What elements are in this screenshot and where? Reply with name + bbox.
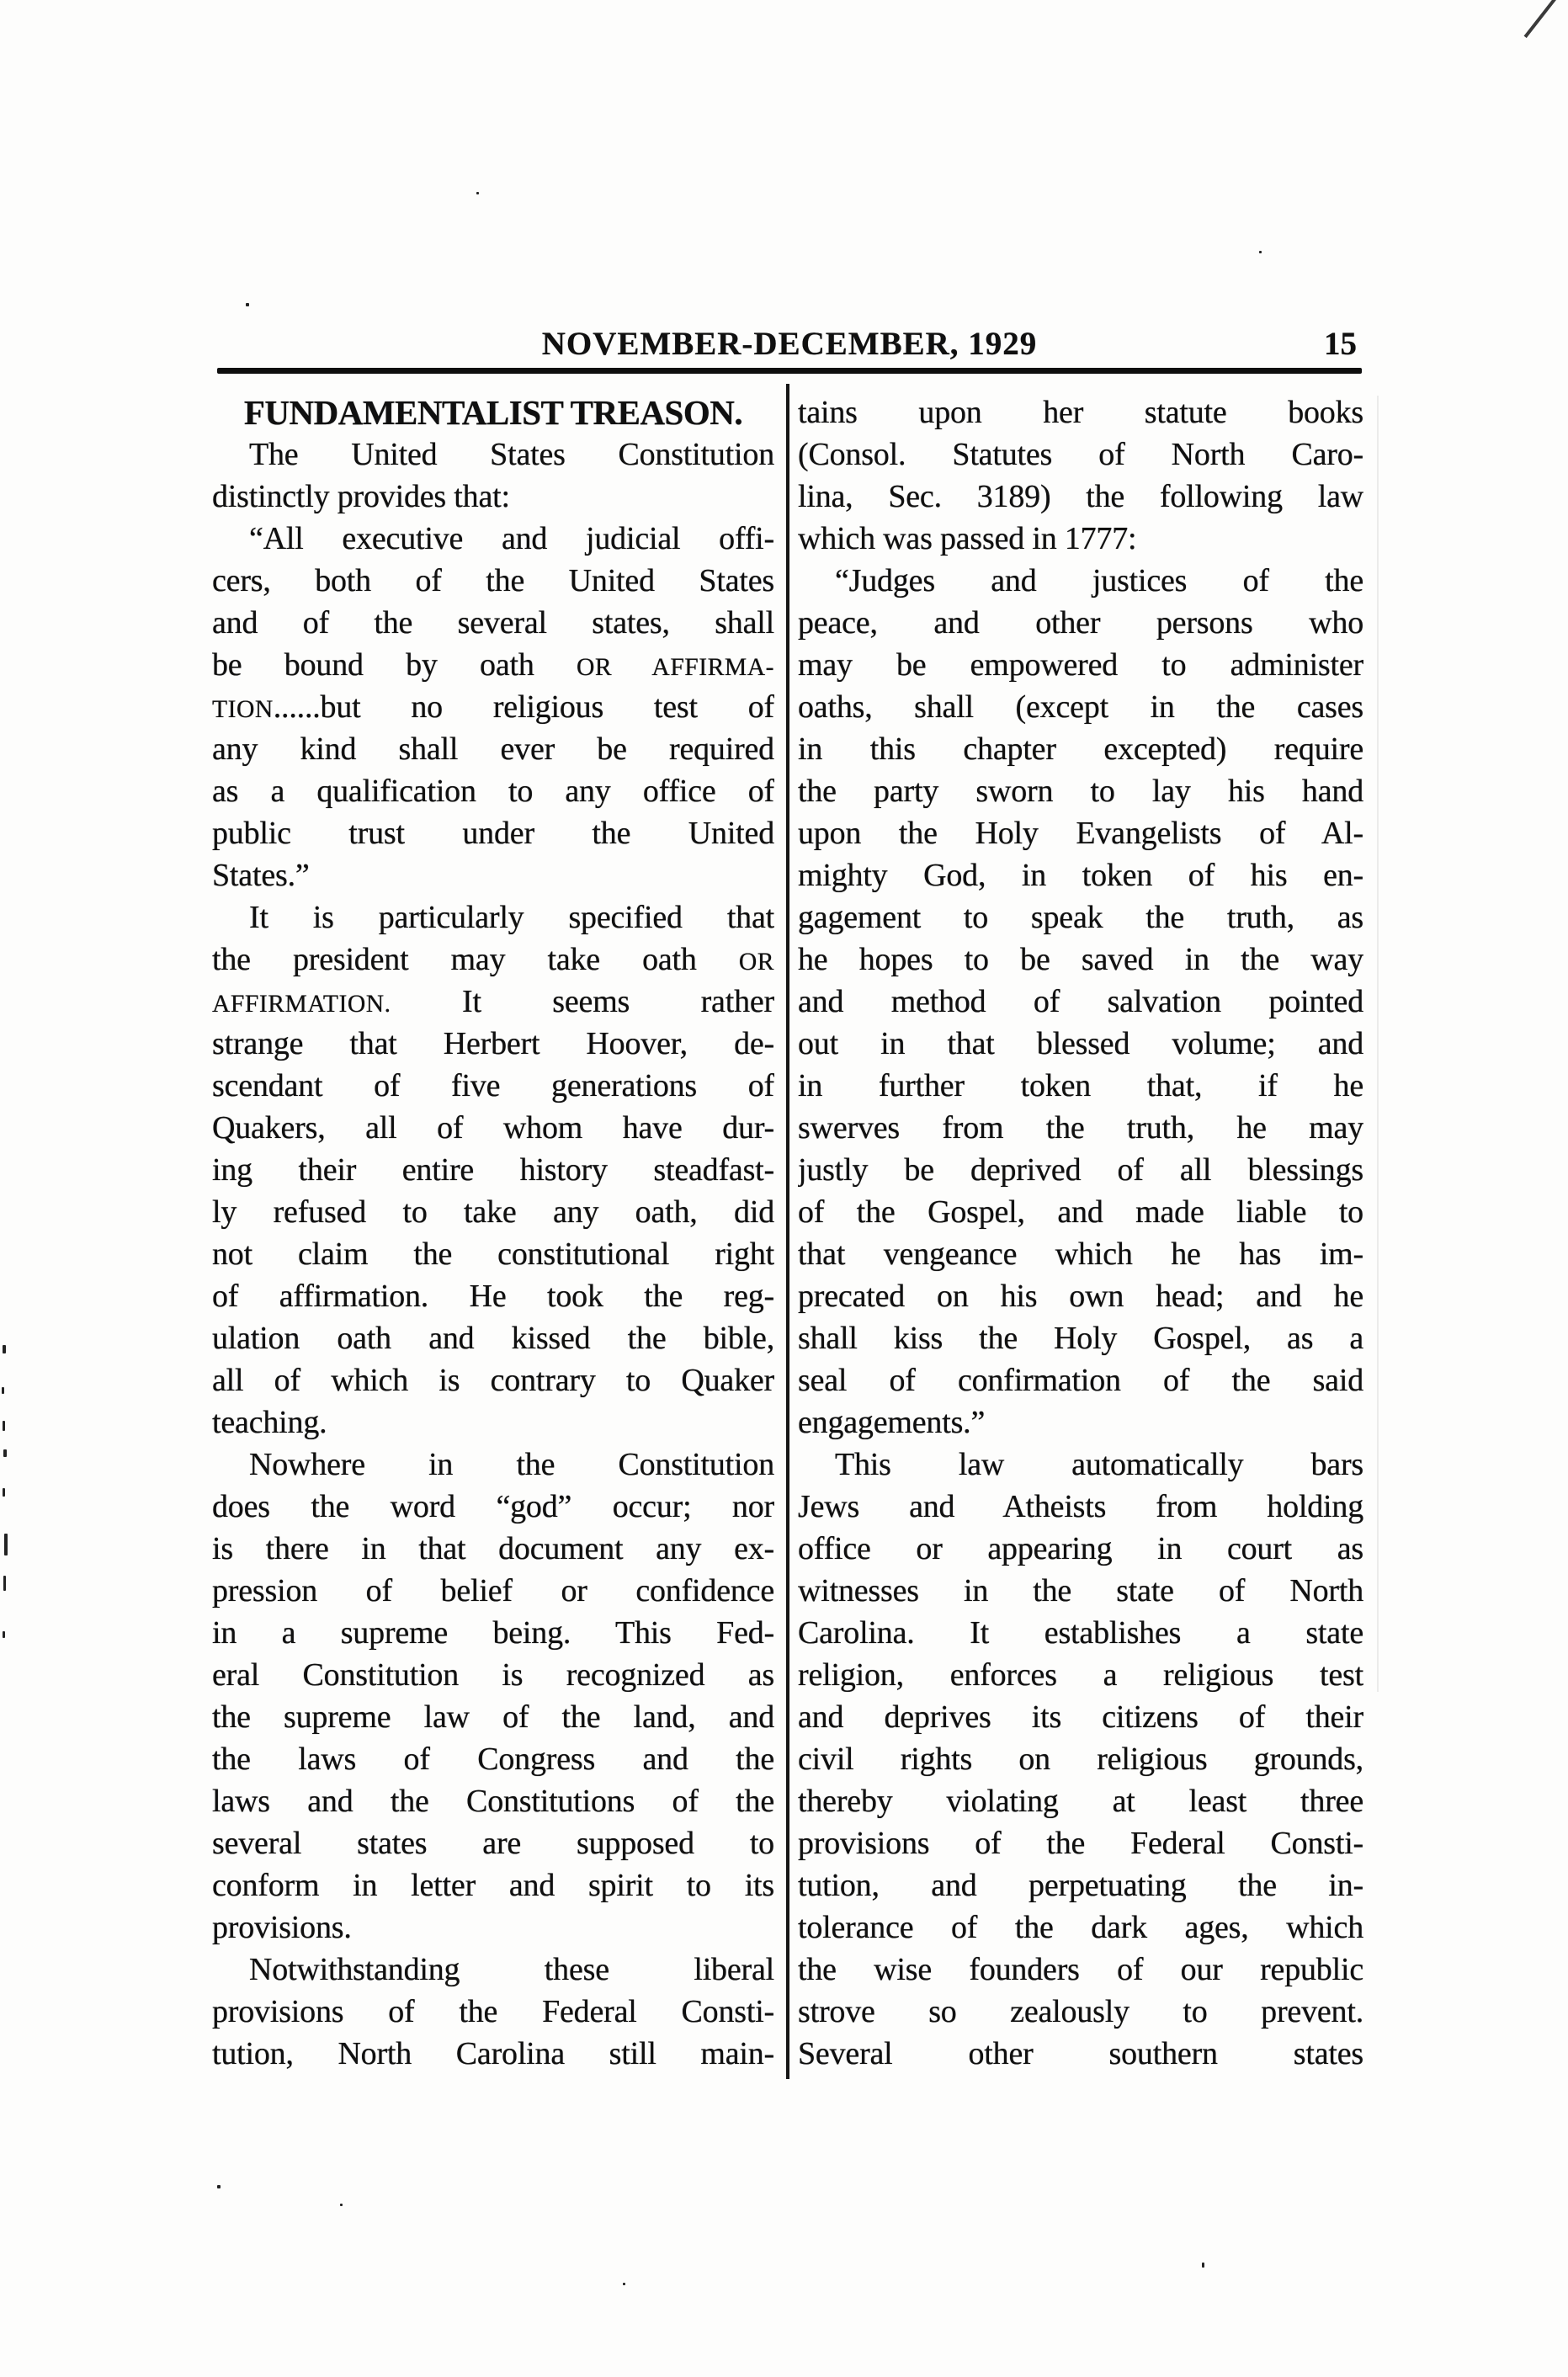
issue-title: NOVEMBER-DECEMBER, 1929 xyxy=(541,326,1038,362)
ink-speck xyxy=(246,303,249,306)
text-line: Carolina. It establishes a state xyxy=(798,1615,1363,1651)
text-line: The United States Constitution xyxy=(249,437,774,472)
text-line: Jews and Atheists from holding xyxy=(798,1489,1363,1524)
text-line: public trust under the United xyxy=(212,816,774,851)
text-line: ulation oath and kissed the bible, xyxy=(212,1321,774,1356)
text-line: in further token that, if he xyxy=(798,1068,1363,1103)
text-line: which was passed in 1777: xyxy=(798,521,1137,556)
header-rule xyxy=(217,368,1362,374)
text-line: TION......but no religious test of xyxy=(212,689,774,725)
text-line: tolerance of the dark ages, which xyxy=(798,1910,1363,1945)
text-line: seal of confirmation of the said xyxy=(798,1363,1363,1398)
text-line: does the word “god” occur; nor xyxy=(212,1489,774,1524)
text-line: mighty God, in token of his en- xyxy=(798,858,1363,893)
text-line: provisions of the Federal Consti- xyxy=(212,1994,774,2029)
small-caps-text: AFFIRMATION. xyxy=(212,991,391,1018)
text-line: and of the several states, shall xyxy=(212,605,774,641)
text-line: precated on his own head; and he xyxy=(798,1279,1363,1314)
page-header xyxy=(217,325,1362,364)
text-line: “Judges and justices of the xyxy=(835,563,1363,598)
scan-margin-artifact xyxy=(1377,396,1379,1692)
text-line: oaths, shall (except in the cases xyxy=(798,689,1363,725)
text-line: It is particularly specified that xyxy=(249,900,774,935)
text-line: office or appearing in court as xyxy=(798,1531,1363,1566)
text-line: tution, North Carolina still main- xyxy=(212,2036,774,2071)
ink-speck xyxy=(623,2283,625,2285)
text-line: distinctly provides that: xyxy=(212,479,510,514)
text-line: in a supreme being. This Fed- xyxy=(212,1615,774,1651)
text-line: justly be deprived of all blessings xyxy=(798,1152,1363,1188)
text-line: the president may take oath OR xyxy=(212,942,774,977)
text-line: be bound by oath OR AFFIRMA- xyxy=(212,647,774,683)
right-column xyxy=(798,391,1363,2075)
text-line: teaching. xyxy=(212,1405,327,1440)
text-line: witnesses in the state of North xyxy=(798,1573,1363,1609)
text-line: the laws of Congress and the xyxy=(212,1742,774,1777)
text-line: he hopes to be saved in the way xyxy=(798,942,1363,977)
text-line: all of which is contrary to Quaker xyxy=(212,1363,774,1398)
text-line: States.” xyxy=(212,858,310,893)
text-line: any kind shall ever be required xyxy=(212,731,774,767)
corner-scan-mark xyxy=(1524,0,1557,38)
text-line: pression of belief or confidence xyxy=(212,1573,774,1609)
text-line: provisions of the Federal Consti- xyxy=(798,1826,1363,1861)
small-caps-text: TION xyxy=(212,696,274,723)
text-line: the supreme law of the land, and xyxy=(212,1699,774,1735)
text-line: of the Gospel, and made liable to xyxy=(798,1194,1363,1230)
article-title: FUNDAMENTALIST TREASON. xyxy=(243,393,743,432)
text-line: swerves from the truth, he may xyxy=(798,1110,1363,1146)
column-divider-rule xyxy=(786,384,789,2079)
text-line: the party sworn to lay his hand xyxy=(798,774,1363,809)
text-line: of affirmation. He took the reg- xyxy=(212,1279,774,1314)
text-line: Notwithstanding these liberal xyxy=(249,1952,774,1987)
text-line: laws and the Constitutions of the xyxy=(212,1784,774,1819)
text-line: and deprives its citizens of their xyxy=(798,1699,1363,1735)
text-line: and method of salvation pointed xyxy=(798,984,1363,1019)
binding-mark xyxy=(2,1387,4,1394)
text-line: Quakers, all of whom have dur- xyxy=(212,1110,774,1146)
ink-speck xyxy=(1259,251,1262,253)
binding-mark xyxy=(3,1488,5,1497)
text-line: eral Constitution is recognized as xyxy=(212,1657,774,1693)
text-line: shall kiss the Holy Gospel, as a xyxy=(798,1321,1363,1356)
text-line: as a qualification to any office of xyxy=(212,774,774,809)
left-column-text xyxy=(212,433,774,2075)
text-line: lina, Sec. 3189) the following law xyxy=(798,479,1363,514)
text-line: engagements.” xyxy=(798,1405,986,1440)
small-caps-text: OR xyxy=(738,949,774,976)
text-line: This law automatically bars xyxy=(835,1447,1363,1482)
text-line: tains upon her statute books xyxy=(798,395,1363,430)
text-line: that vengeance which he has im- xyxy=(798,1236,1363,1272)
binding-mark xyxy=(3,1576,6,1591)
binding-mark xyxy=(4,1534,8,1555)
text-line: ing their entire history steadfast- xyxy=(212,1152,774,1188)
text-line: civil rights on religious grounds, xyxy=(798,1742,1363,1777)
small-caps-text: OR AFFIRMA- xyxy=(576,654,774,681)
text-line: the wise founders of our republic xyxy=(798,1952,1363,1987)
text-line: scendant of five generations of xyxy=(212,1068,774,1103)
text-line: provisions. xyxy=(212,1910,352,1945)
text-line: (Consol. Statutes of North Caro- xyxy=(798,437,1363,472)
text-line: is there in that document any ex- xyxy=(212,1531,774,1566)
text-line: conform in letter and spirit to its xyxy=(212,1868,774,1903)
text-line: in this chapter excepted) require xyxy=(798,731,1363,767)
right-column-text xyxy=(798,391,1363,2075)
text-line: cers, both of the United States xyxy=(212,563,774,598)
text-line: tution, and perpetuating the in- xyxy=(798,1868,1363,1903)
ink-speck xyxy=(217,2185,221,2188)
text-line: religion, enforces a religious test xyxy=(798,1657,1363,1693)
binding-mark xyxy=(3,1421,5,1431)
text-line: thereby violating at least three xyxy=(798,1784,1363,1819)
text-line: out in that blessed volume; and xyxy=(798,1026,1363,1061)
text-line: strange that Herbert Hoover, de- xyxy=(212,1026,774,1061)
text-line: “All executive and judicial offi- xyxy=(249,521,774,556)
text-line: Nowhere in the Constitution xyxy=(249,1447,774,1482)
text-line: peace, and other persons who xyxy=(798,605,1363,641)
text-line: upon the Holy Evangelists of Al- xyxy=(798,816,1363,851)
page-number: 15 xyxy=(1324,326,1357,362)
binding-mark xyxy=(3,1345,6,1353)
binding-mark xyxy=(3,1449,7,1457)
text-line: strove so zealously to prevent. xyxy=(798,1994,1363,2029)
text-line: ly refused to take any oath, did xyxy=(212,1194,774,1230)
ink-speck xyxy=(476,192,479,194)
text-line: several states are supposed to xyxy=(212,1826,774,1861)
text-line: not claim the constitutional right xyxy=(212,1236,774,1272)
binding-mark xyxy=(3,1631,5,1638)
text-line: may be empowered to administer xyxy=(798,647,1363,683)
left-column xyxy=(212,391,774,2075)
text-line: AFFIRMATION. It seems rather xyxy=(212,984,774,1019)
ink-speck xyxy=(1202,2263,1204,2268)
text-line: Several other southern states xyxy=(798,2036,1363,2071)
ink-speck xyxy=(340,2204,343,2206)
text-line: gagement to speak the truth, as xyxy=(798,900,1363,935)
